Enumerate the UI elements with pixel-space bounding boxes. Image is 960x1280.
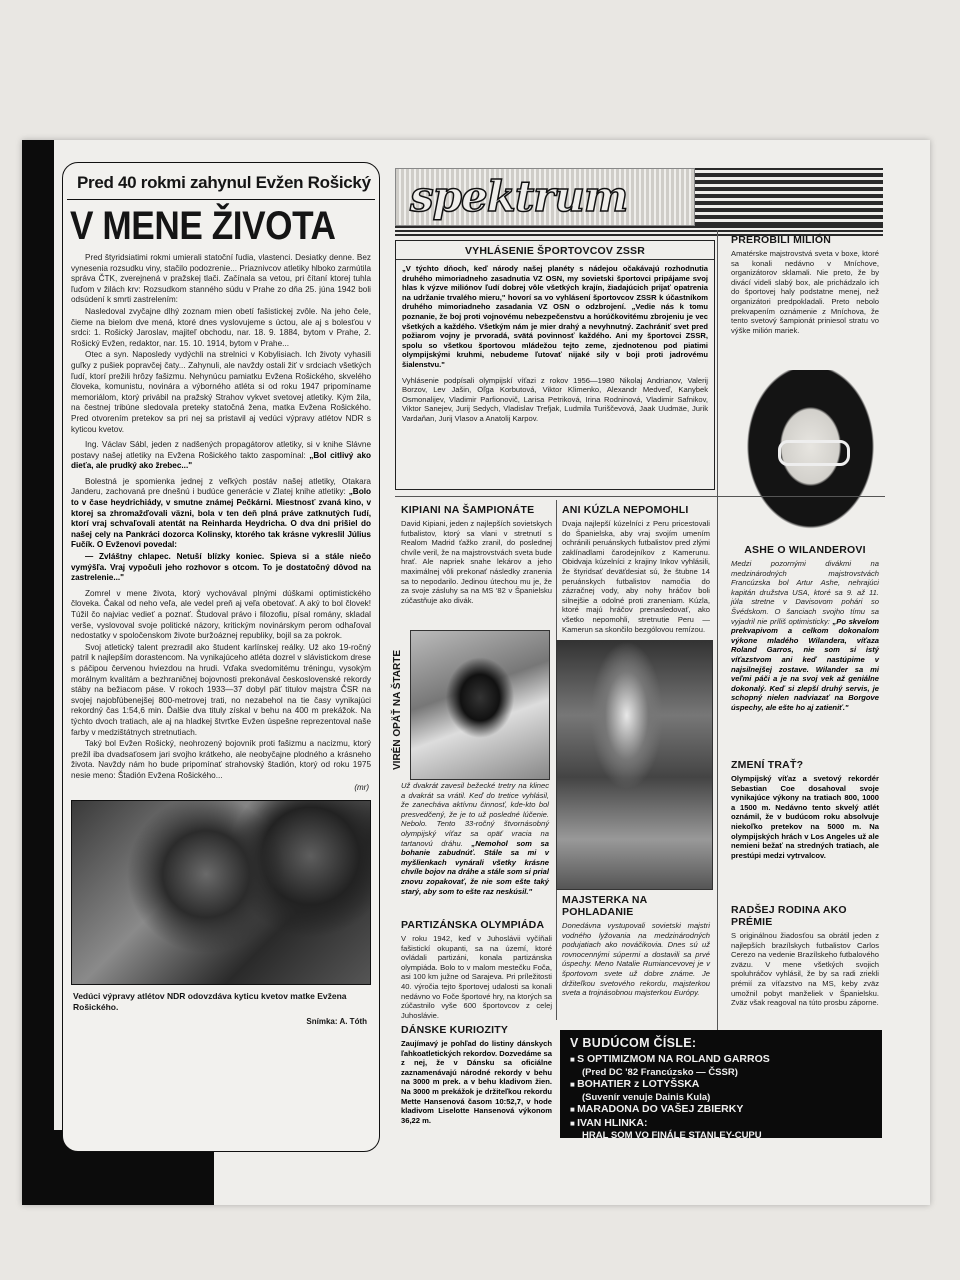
- section-body: Vyhlásenie podpísali olympijskí víťazi z rokov 1956—1980 Nikolaj Andrianov, Valerij Borzov, Lev Jašin, Oľga Korbutová, Viktor Klimenko, Alexandr Medveď, Kanybek Osmonalijev, Vladimir Parfionovič, Larisa Petriková, Irina Rodninová, Vladimir Safnikov, Viktor Sanejev, Jurij Sedych, Vladislav Trefjak, Ludmila Turiščevová, Jaak Uudmäe, Jurik Vardaňan, Jurij Vlasov a Anatolij Karpov.: [402, 375, 708, 423]
- section-title: VYHLÁSENIE ŠPORTOVCOV ZSSR: [396, 241, 714, 260]
- paragraph: Pred štyridsiatimi rokmi umierali statoční ľudia, vlastenci. Desiatky denne. Bez vynesenia rozsudku viny, stačilo podozrenie... Priaznivcov atletiky hlboko zarmútila správa ČTK, zverejnená v pražskej tlači. Začínala sa vetou, pri čítaní ktorej tuhla ľuďom v žilách krv: Rozsudkom stanného súdu v Prahe zo dňa 25. júna 1942 boli odsúdení k smrti zastrelením:: [71, 253, 371, 305]
- article-kicker: Pred 40 rokmi zahynul Evžen Rošický: [67, 163, 375, 200]
- section-title: ZMENÍ TRAŤ?: [731, 759, 804, 771]
- header-stripes: [695, 168, 883, 226]
- kipiani-item: [395, 500, 558, 640]
- next-issue-box: [560, 1030, 882, 1141]
- danske-item: [395, 1020, 558, 1135]
- article-headline: V MENE ŽIVOTA: [70, 204, 336, 248]
- section-title: DÁNSKE KURIOZITY: [401, 1024, 509, 1036]
- spektrum-logo: spektrum: [395, 168, 695, 226]
- section-title: KIPIANI NA ŠAMPIONÁTE: [401, 504, 535, 516]
- next-issue-item: ■ BOHATIER z LOTYŠSKA: [570, 1078, 872, 1092]
- section-title: ASHE O WILANDEROVI: [744, 544, 866, 556]
- zssr-statement-box: [395, 240, 715, 490]
- author-signature: (mr): [354, 782, 369, 792]
- section-body: S originálnou žiadosťou sa obrátil jeden z najlepších brazílskych futbalistov Carlos Cerezo na vedenie Brazílskeho futbalového zväzu. V mene všetkých svojich spoluhráčov vyhlásil, že by sa radi zriekli prémií za víťazstvo na MS, keby zväz umožnil pobyt manželiek v Španielsku. Zväz však reagoval na túto prosbu záporne.: [731, 931, 879, 1008]
- kuzla-item: [556, 500, 716, 640]
- next-issue-title: V BUDÚCOM ČÍSLE:: [570, 1036, 697, 1050]
- next-issue-item: ■ IVAN HLINKA:: [570, 1117, 872, 1131]
- photo-credit: Snímka: A. Tóth: [306, 1016, 367, 1026]
- section-body: David Kipiani, jeden z najlepších sovietskych futbalistov, ktorý sa vlani v stretnutí s Realom Madrid ťažko zranil, do poslednej chvíle veril, že na majstrovstvách sveta bude hrať. Ale napriek snahe lekárov a jeho maximálnej vôli prekonať následky zranenia sa to nepodarilo. Jedinou útechou mu je, že za svoje zásluhy sa na MS '82 v Španielsku zúčastňuje ako divák.: [401, 519, 552, 605]
- divider: [395, 496, 885, 497]
- majsterka-item: [556, 890, 716, 1010]
- paragraph: Zomrel v mene života, ktorý vychovával plnými dúškami optimistického človeka. Čakal od neho veľa, ale vedel preň aj veľa obetovať. A aký to bol človek! Túžil čo najviac vedieť a poznať. Študoval právo i filozofiu, písal romány, skladal verše, vyslovoval svoje politické názory, kritickým novinárskym perom odhaľoval nedostatky v spoločenskom živote buržoáznej republiky, bojil sa za pokrok.: [71, 588, 371, 641]
- section-body: Už dvakrát zavesil bežecké tretry na klinec a dvakrát sa vrátil. Keď do tretice vyhlásil, že zanecháva aktívnu činnosť, kde-kto bol presvedčený, že je to už posledné lúčenie. Nebolo. Tento 33-ročný štvornásobný olympijský víťaz sa opäť vracia na tartanovú dráhu. „Nemohol som sa bohanie zabudnúť. Stále sa mi v myšlienkach vynárali všetky krásne chvíle bojov na dráhe a stále som si prial znovu zopakovať, že nie som ešte taký starý, aby som to ešte raz neskúsil.": [401, 781, 549, 896]
- waterskier-photo: [556, 640, 713, 890]
- photo-caption: Vedúci výpravy atlétov NDR odovzdáva kyticu kvetov matke Evžena Rošického.: [73, 990, 347, 1012]
- zmeni-item: [725, 755, 885, 885]
- article-body: [63, 253, 379, 782]
- section-body: Dvaja najlepší kúzelníci z Peru pricestovali do Španielska, aby vraj svojím umením ochránili peruánskych futbalistov pred zlými zaklínadlami čarodejníkov z Kamerunu. Obidvaja kúzelníci z krajiny Inkov vyhlásili, že štyridsať deväťdesiat sú, že štubne 14 peruánskych futbalistov namočia do zázračnej vody, aby nohy hráčov boli silnejšie a odolné proti zraneniam. Kúzla, ktoré majú hráčov prenasledovať, ako všetko nepomohli, stretnutie Peru — Kamerun sa skončilo bezgólovou remízou.: [562, 519, 710, 634]
- next-issue-subitem: (Pred DC '82 Francúzsko — ČSSR): [582, 1066, 738, 1078]
- article-photo: [71, 800, 371, 985]
- section-title: MAJSTERKA NA POHLADANIE: [562, 894, 648, 918]
- paragraph: Ing. Václav Sábl, jeden z nadšených propagátorov atletiky, si v knihe Slávne postavy našej atletiky na Evžena Rošického takto zaspomínal: „Bol citlivý ako dieťa, ale prudký ako žrebec...": [71, 440, 371, 471]
- section-body: Medzi pozornými divákmi na medzinárodných majstrovstvách Francúzska bol Artur Ashe, nehrajúci kapitán družstva USA, ktoré sa 9. až 11. júla stretne v Davisovom pohári so Švédskom. O šanciach svojho tímu sa vyjadril nie príliš optimisticky: „Po skvelom prekvapivom a celkom dokonalom výkone mladého Wilandera, víťaza Roland Garros, nie som si istý víťazstvom ani keď nastúpime v najsilnejšej zostave. Wilander sa mi veľmi páči a je na svoj vek až geniálne dokonalý. Keď si zlepší druhý servis, je schopný nielen nadviazať na Borgove úspechy, ale ešte ho aj zatieniť.": [731, 559, 879, 712]
- paragraph: Svoj atletický talent prezradil ako študent karlínskej reálky. Už ako 19-ročný patril k najlepším dorastencom. Na vynikajúceho atléta dozrel v slávistickom drese s páčipou červenou hviezdou na hrudi. Vďaka svedomitému tréningu, vysokým morálnym kvalitám a bezhraničnej bojovnosti prekonával československé rekordy stáby na bežiacom páse. V rokoch 1933—37 dobyl päť titulov majstra ČSR na svojej najobľúbenejšej 800-metrovej trati, no nezabehol na tie časy vynikajúci rekordný čas 1:54,6 min. Ďalšie dva tituly získal v behu na 400 m prekážok. Na týchto dvoch tratiach, ale aj na hladkej štvrťke Evžen úspešne reprezentoval naše farby v medzištátnych stretnutiach.: [71, 642, 371, 737]
- next-issue-item: ■ MARADONA DO VAŠEJ ZBIERKY: [570, 1103, 872, 1117]
- ashe-photo: [738, 370, 883, 540]
- section-title: RADŠEJ RODINA AKO PRÉMIE: [731, 904, 847, 928]
- paragraph: Bolestná je spomienka jednej z veľkých postáv našej atletiky, Otakara Janderu, zachovaná pre dnešnú i budúce generácie v Zlatej knihe atletiky: „Bolo to v čase heydrichiády, v smutne známej Pečkárni. Miestnosť zvaná kino, v ktorej sa zhromažďovali väzni, bola v ten deň plná práve zatknutých ľudí, ktorí vraj schvaľovali atentát na Reinharda Heydricha. O dva dni prišiel do našej cely na Pankráci dozorca Kolinsky, ktorého tak krásne vykreslil Július Fučík. O Evženovi povedal:: [71, 476, 371, 550]
- section-body: V roku 1942, keď v Juhoslávii vyčíňali fašistickí okupanti, sa na území, ktoré ovládali partizáni, konala partizánska olympiáda. Bolo to v malom mestečku Foča, asi 100 km južne od Sarajeva. Pri príležitosti 40. výročia tejto športovej udalosti sa konali nedávno vo Foče športové hry, na ktorých sa zúčastnilo vyše 600 športovcov z celej Juhoslávie.: [401, 934, 552, 1020]
- partizan-item: [395, 915, 558, 1020]
- next-issue-subitem: HRAL SOM VO FINÁLE STANLEY-CUPU: [582, 1130, 762, 1141]
- viren-photo: [410, 630, 550, 780]
- paragraph: Taký bol Evžen Rošický, neohrozený bojovník proti fašizmu a nacizmu, ktorý prežil iba dvadsaťosem jari svojho krátkeho, ale neobyčajne plodného a krásneho života. Navždy nám ho bude pripomínať strahovský štadión, ktorý od roku 1975 nesie meno: Štadión Evžena Rošického...: [71, 739, 371, 780]
- section-body: Donedávna vystupovali sovietski majstri vodného lyžovania na medzinárodných podujatiach ako nováčikovia. Dnes sú už rovnocennými súpermi a dostavili sa prvé úspechy. Meno Natalie Rumiancevovej je v športovom svete už dobre známe. Je držiteľkou svetového rekordu, majsterkou sveta a trojnásobnou majsterkou Európy.: [562, 921, 710, 998]
- milion-item: [725, 230, 885, 390]
- rosicky-article: [62, 162, 380, 1152]
- paragraph: Otec a syn. Naposledy vydýchli na strelnici v Kobylisiach. Ich životy vyhasili guľky z pušiek popravčej čaty... Zahynuli, ale navždy ostali žiť v srdciach všetkých ľudí, ktorí prežili hrôzy fašizmu. Nehynúcu pamiatku Evžena Rošického, skvelého človeka, komunistu, novinára a výborného atléta si od roku 1947 pripomíname memoriálom, ktorý privábil na pražský Strahov vykvet svetovej atletiky. Kým žila, na čestnej tribúne sledovala preteky statočná žena, matka Evžena Rošického. Pred otvorením pretekov sa pri nej sa pristavil aj vedúci výpravy atlétov NDR s kyticou kvetov.: [71, 350, 371, 434]
- viren-vertical-title: VIRÉN OPÄŤ NA ŠTARTE: [392, 650, 403, 771]
- left-black-bar: [22, 140, 54, 1205]
- section-lead: „V týchto dňoch, keď národy našej planéty s nádejou očakávajú rozhodnutia druhého mimoriadneho zasadnutia VZ OSN, my sovietski športovci pripájame svoj hlas k výzve miliónov ľudí dobrej vôle všetkých krajín, žiadajúcich prijať opatrenia na udržanie trvalého mieru," hovorí sa vo vyhlásení športovcov ZSSR k účastníkom druhého mimoriadneho zasadania VZ OSN o odzbrojení. „Vedie nás k tomu poznanie, že boj proti vojnovému nebezpečenstvu a horúčkovitému zbrojeniu je vec všetkých a každého. Všetkým nám je mier drahý a nevyhnutný. Zachrániť svet pred požiarom vojny je prvoradá, svätá povinnosť každého. Ani my športovci ZSSR, spolu so všetkou športovou mládežou tejto zeme, zjednotenou pod piatimi olympijskými kruhmi, nebudeme ľutovať nijaké sily v boji proti jadrovému šialenstvu.": [402, 264, 708, 369]
- next-issue-item: ■ S OPTIMIZMOM NA ROLAND GARROS: [570, 1053, 872, 1067]
- next-issue-subitem: (Suvenír venuje Dainis Kula): [582, 1091, 711, 1103]
- paragraph: Nasledoval zvyčajne dlhý zoznam mien obetí fašistickej zvôle. Na jeho čele, čieme na bielom dve mená, ktoré dnes vyslovujeme s úctou, ale aj s bolesťou v srdci: 1. Rošický Jaroslav, majiteľ obchodu, nar. 18. 9. 1884, bytom v Prahe, 2. Rošický Evžen, redaktor, nar. 15. 10. 1914, bytom v Prahe...: [71, 306, 371, 348]
- section-body: Zaujímavý je pohľad do listiny dánskych ľahkoatletických rekordov. Dozvedáme sa z nej, že v Dánsku sa oficiálne zaznamenávajú národné rekordy v behu na 3000 m prek. a v behu kladivom žien. Na 3000 m prekážok je držiteľkou rekordu Mette Hansenová časom 10:52,7, v hode kladivom Liselotte Hansenová výkonom 36,22 m.: [401, 1039, 552, 1125]
- section-body: Amatérske majstrovstvá sveta v boxe, ktoré sa konali nedávno v Mníchove, organizátorov sklamali. Nie preto, že by divácí videli slabý box, ale prichádzalo ich do športovej haly podstatne menej, než organizátori predpokladali. Preto nebolo prekvapením oznámenie z Mníchova, že tento svetový šampionát priniesol stratu vo výške milión mariek.: [731, 249, 879, 335]
- paragraph: — Zvláštny chlapec. Netuší blízky koniec. Spieva si a stále niečo vymýšľa. Vraj vypočuli jeho rozhovor s otcom. To je dostatočný dôvod na zastrelenie...": [71, 552, 371, 583]
- section-body: Olympijský víťaz a svetový rekordér Sebastian Coe dosahoval svoje vynikajúce výkony na tratiach 800, 1000 a 1500 m. Nedávno tento skvelý atlét oznámil, že v budúcom roku absolvuje niekoľko pretekov na 5000 m. Na olympijských hrách v Los Angeles už ale nemieni bežať na stredných tratiach, ale prestúpi medzi vytrvalcov.: [731, 774, 879, 860]
- section-title: PARTIZÁNSKA OLYMPIÁDA: [401, 919, 545, 931]
- divider: [717, 230, 718, 1030]
- section-title: ANI KÚZLA NEPOMOHLI: [562, 504, 689, 516]
- ashe-item: [725, 540, 885, 750]
- rodina-item: [725, 900, 885, 1025]
- section-title: PREROBILI MILIÓN: [731, 234, 832, 246]
